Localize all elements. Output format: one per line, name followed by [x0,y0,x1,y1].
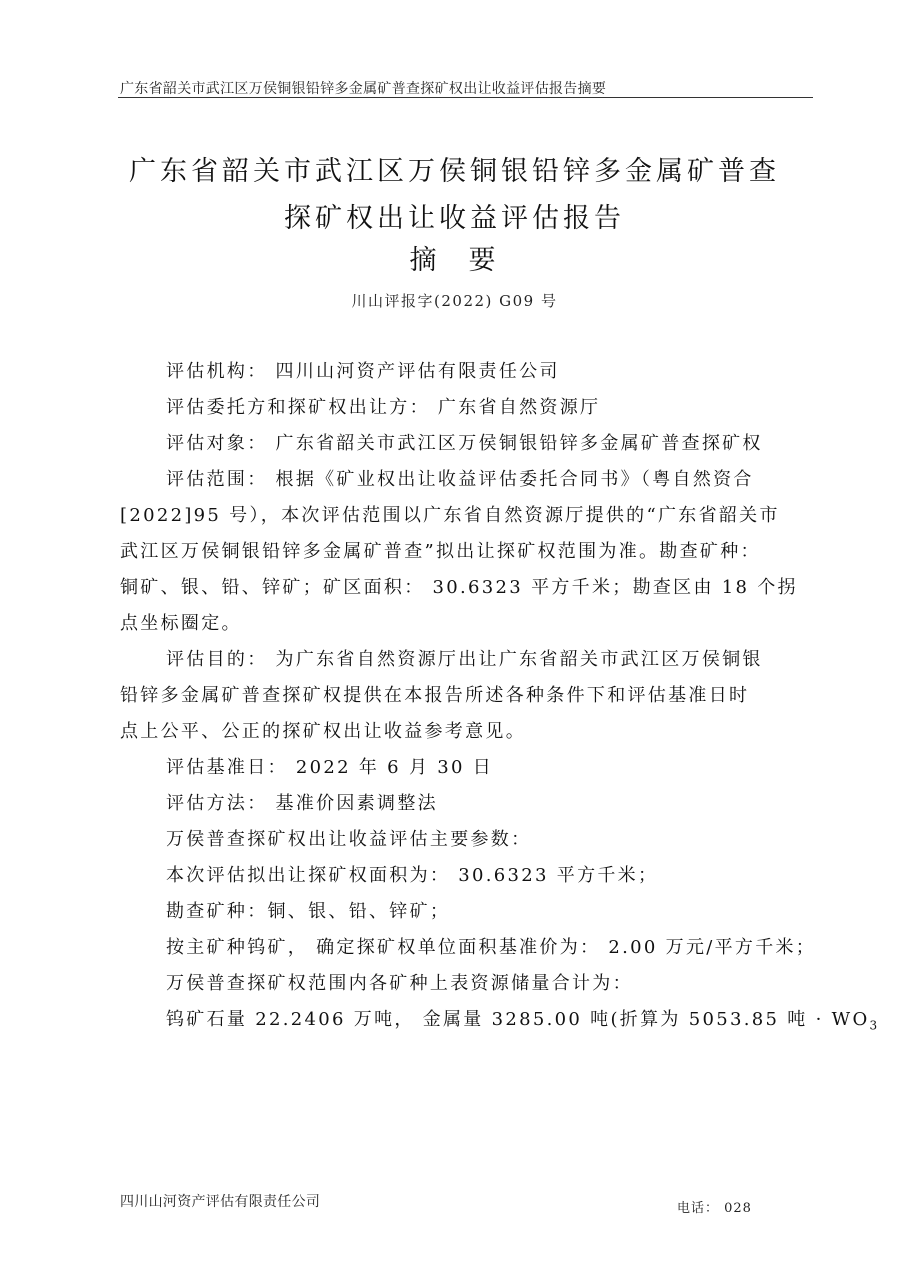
body-line: 评估基准日： 2022 年 6 月 30 日 [166,757,494,778]
body-line: 评估范围： 根据《矿业权出让收益评估委托合同书》（粤自然资合 [166,469,754,490]
body-line: 勘查矿种：铜、银、铅、锌矿； [166,901,451,922]
body-line: 评估对象： 广东省韶关市武江区万侯铜银铅锌多金属矿普查探矿权 [166,433,763,454]
body-line: [2022]95 号），本次评估范围以广东省自然资源厅提供的“广东省韶关市 [120,505,780,526]
summary-heading [0,238,909,277]
footer-phone: 电话： 028 [677,1201,752,1216]
body-line-last [120,1002,880,1038]
report-title-line-2: 探矿权出让收益评估报告 [284,203,625,234]
footer-company: 四川山河资产评估有限责任公司 [120,1194,321,1210]
body-line: 铜矿、银、铅、锌矿；矿区面积： 30.6323 平方千米；勘查区由 18 个拐 [120,577,798,598]
body-line: 按主矿种钨矿， 确定探矿权单位面积基准价为： 2.00 万元/平方千米； [166,937,817,958]
summary-body [120,354,880,1038]
summary-heading-char-1: 摘 [409,245,441,276]
body-line: 万侯普查探矿权范围内各矿种上表资源储量合计为： [166,973,633,994]
summary-heading-char-2: 要 [468,245,500,276]
body-line: 本次评估拟出让探矿权面积为： 30.6323 平方千米； [166,865,659,886]
report-title-line-1: 广东省韶关市武江区万侯铜银铅锌多金属矿普查 [129,156,780,187]
body-line: 评估机构： 四川山河资产评估有限责任公司 [166,361,560,382]
report-number: 川山评报字(2022) G09 号 [351,292,558,310]
body-line: 点上公平、公正的探矿权出让收益参考意见。 [120,721,526,742]
body-line: 评估目的： 为广东省自然资源厅出让广东省韶关市武江区万侯铜银 [166,649,763,670]
wo3-subscript: 3 [869,1018,880,1033]
body-line: 铅锌多金属矿普查探矿权提供在本报告所述各种条件下和评估基准日时 [120,685,750,706]
header-divider [118,97,813,98]
body-line: 评估委托方和探矿权出让方： 广东省自然资源厅 [166,397,601,418]
running-header: 广东省韶关市武江区万侯铜银铅锌多金属矿普查探矿权出让收益评估报告摘要 [120,81,607,97]
body-line: 评估方法： 基准价因素调整法 [166,793,438,814]
body-line-text: 钨矿石量 22.2406 万吨， 金属量 3285.00 吨(折算为 5053.85 吨 · WO [166,1009,870,1030]
body-line: 万侯普查探矿权出让收益评估主要参数： [166,829,532,850]
body-line: 武江区万侯铜银铅锌多金属矿普查”拟出让探矿权范围为准。勘查矿种： [120,541,761,562]
body-line: 点坐标圈定。 [120,613,242,634]
